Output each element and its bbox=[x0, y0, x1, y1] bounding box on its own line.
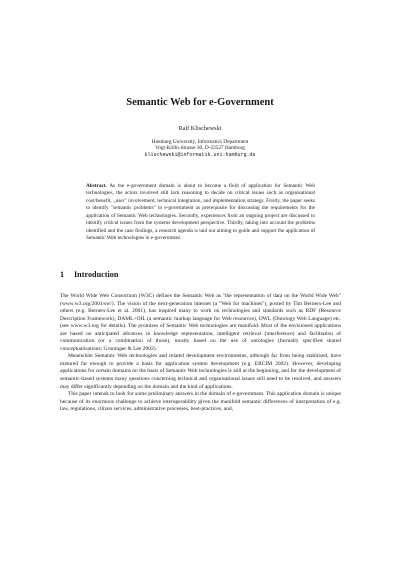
abstract-text: As the e-government domain is about to become a field of application for Semantic Web technologies, the actors involved still lack reasoning to decide on critical issues such as organisational cost/benefit, „user" involvement, technical integration, and implementation strategy. Firstly, the paper seeks to identify "semantic problems" in e-government as prerequisite for discussing the requirements for the application of Semantic Web technologies. Secondly, experiences from an ongoing project are discussed to identify critical issues from the systems development perspective. Thirdly, taking into account the problems identified and the case findings, a research agenda is laid out aiming to guide and support the application of Semantic Web technologies in e-government. bbox=[86, 183, 315, 242]
body-paragraph: Meanwhile Semantic Web technologies and related development environments, although far from being stabilised, have matured far enough to provide a basis for application system development (e.g. ERCIM 2002). However, developing applications for certain domains on the basis of Semantic Web technologies is still at the beginning, and for the development of semantic-based systems many questions concerning technical and organisational issues still need to be resolved, and answers may differ significantly depending on the domain and the kind of applications. bbox=[60, 353, 341, 390]
section-title: Introduction bbox=[74, 270, 119, 279]
section-body bbox=[60, 293, 341, 414]
affiliation-address: Vogt-Kölln-Strasse 30, D-22527 Hamburg bbox=[155, 145, 245, 152]
section-number: 1 bbox=[60, 270, 65, 279]
abstract bbox=[86, 183, 315, 243]
body-paragraph: The World Wide Web Consortium (W3C) defines the Semantic Web as "the representation of data on the World Wide Web" (www.w3.org/2001/sw/). The vision of the next-generation internet (a "Web for machines"), posted by Tim Berners-Lee and others (e.g. Berners-Lee et al. 2001), has inspired many to work on technologies and standards such as RDF (Resource Description Framework), DAML+OIL (a semantic markup language for Web resources), OWL (Ontology Web Language) etc. (see www.w3.org for details). The promises of Semantic Web technologies are manifold. Most of the envisioned applications are based on anticipated advances in knowledge representation, intelligent retrieval (interference) and facilitation of communication (or a combination of those), mostly based on the use of ontologies (formally specified shared conceptualisations; Gruninger & Lee 2002). bbox=[60, 293, 341, 352]
author-affiliation bbox=[0, 139, 400, 158]
author-name: Ralf Klischewski bbox=[178, 125, 222, 132]
author-email: klischewski@informatik.uni-hamburg.de bbox=[144, 151, 256, 158]
abstract-label: Abstract. bbox=[86, 183, 107, 189]
section-heading bbox=[60, 270, 118, 279]
affiliation-department: Hamburg University, Informatics Department bbox=[151, 139, 249, 145]
body-paragraph: This paper intends to look for some preliminary answers in the domain of e-government. This application domain is unique because of its enormous challenge to achieve interoperability given the manifold semantic differences of interpretation of e.g. law, regulations, citizen services, administrative processes, best-practices, and, bbox=[60, 391, 341, 413]
paper-title: Semantic Web for e-Government bbox=[126, 97, 274, 108]
